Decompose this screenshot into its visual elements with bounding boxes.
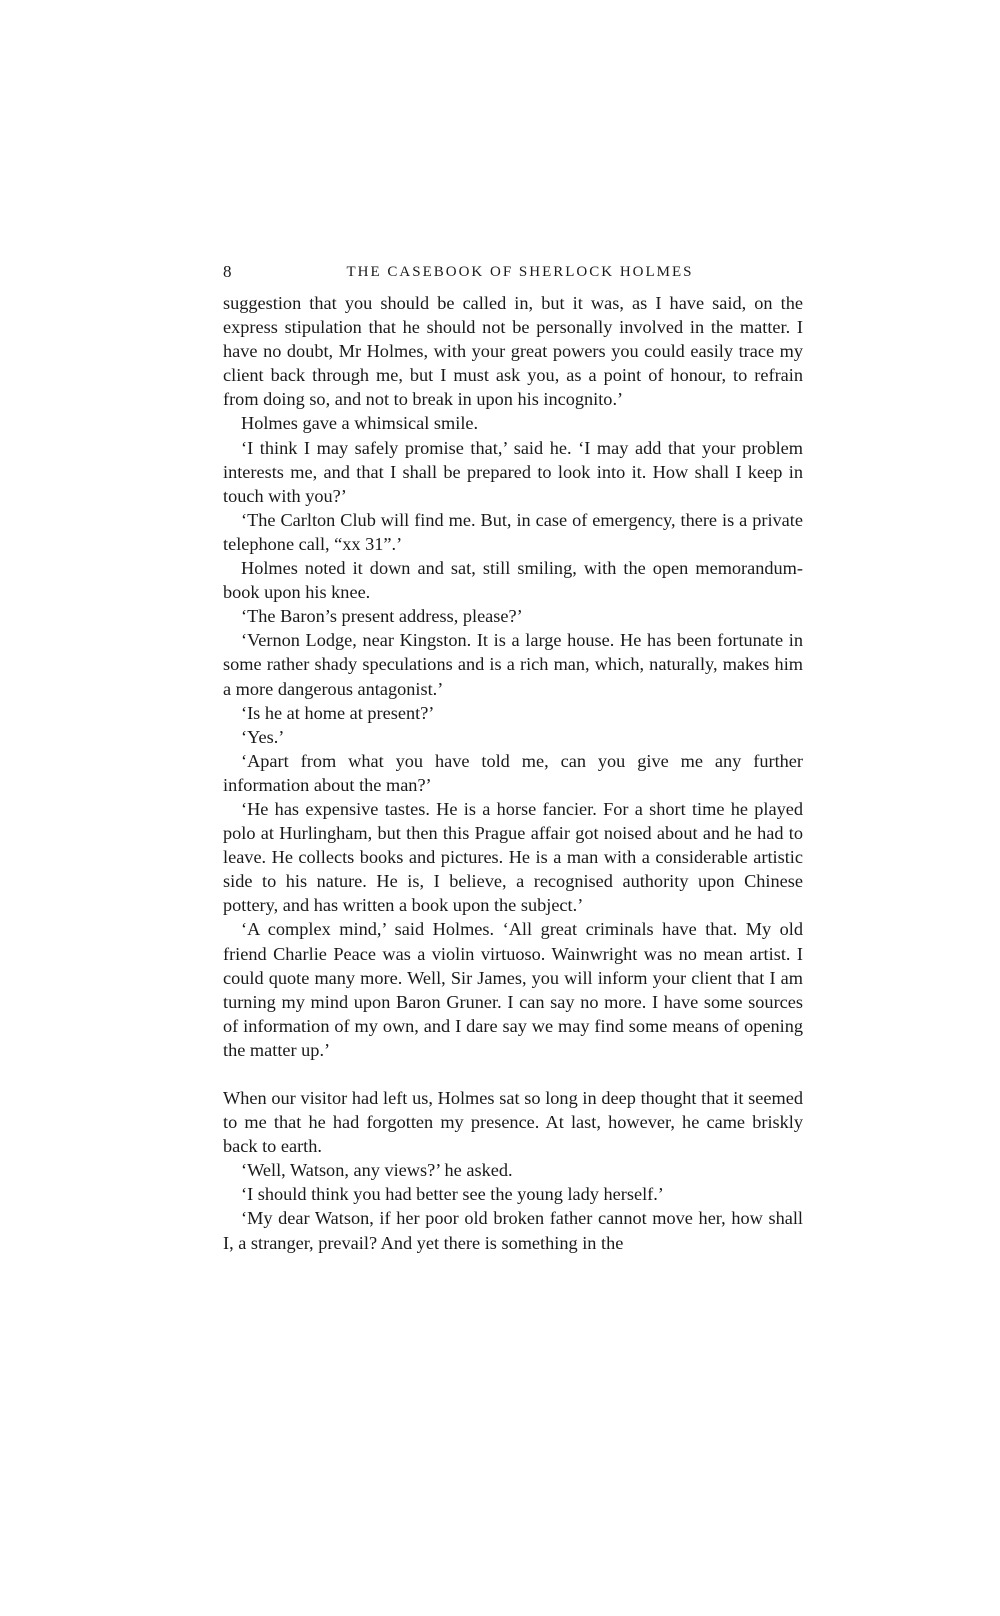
running-title: THE CASEBOOK OF SHERLOCK HOLMES (346, 264, 694, 280)
running-head (223, 262, 803, 286)
body-text (223, 291, 803, 1255)
paragraph: ‘Apart from what you have told me, can you give me any further information about the man?’ (223, 750, 803, 795)
paragraph: Holmes gave a whimsical smile. (241, 413, 479, 434)
paragraph: ‘The Carlton Club will find me. But, in case of emergency, there is a private telephone call, “xx 31”.’ (223, 509, 803, 554)
paragraph: ‘The Baron’s present address, please?’ (241, 606, 523, 627)
paragraph: ‘He has expensive tastes. He is a horse fancier. For a short time he played polo at Hurlingham, but then this Prague affair got noised about and he had to leave. He collects books and pictures. He is a man with a considerable artistic side to his nature. He is, I believe, a recognised authority upon Chinese pottery, and has written a book upon the subject.’ (223, 798, 803, 916)
paragraph: ‘A complex mind,’ said Holmes. ‘All great criminals have that. My old friend Charlie Peace was a violin virtuoso. Wainwright was no mean artist. I could quote many more. Well, Sir James, you will inform your client that I am turning my mind upon Baron Gruner. I can say no more. I have some sources of information of my own, and I dare say we may find some means of opening the matter up.’ (223, 919, 803, 1060)
paragraph: ‘Vernon Lodge, near Kingston. It is a large house. He has been fortunate in some rather shady speculations and is a rich man, which, naturally, makes him a more dangerous antagonist.’ (223, 630, 803, 699)
book-page (223, 0, 803, 1616)
paragraph: Holmes noted it down and sat, still smiling, with the open memorandum-book upon his knee. (223, 558, 803, 603)
paragraph: suggestion that you should be called in, but it was, as I have said, on the express stipulation that he should not be personally involved in the matter. I have no doubt, Mr Holmes, with your great powers you could easily trace my client back through me, but I must ask you, as a point of honour, to refrain from doing so, and not to break in upon his incognito.’ (223, 293, 803, 410)
paragraph: ‘Yes.’ (241, 726, 285, 747)
page-number: 8 (223, 262, 232, 281)
paragraph: ‘I think I may safely promise that,’ said he. ‘I may add that your problem interests me, and that I shall be prepared to look into it. How shall I keep in touch with you?’ (223, 437, 803, 506)
paragraph-section-start: When our visitor had left us, Holmes sat so long in deep thought that it seemed to me that he had forgotten my presence. At last, however, he came briskly back to earth. (223, 1088, 803, 1157)
paragraph: ‘Is he at home at present?’ (241, 702, 435, 723)
paragraph: ‘My dear Watson, if her poor old broken father cannot move her, how shall I, a stranger, prevail? And yet there is something in the (223, 1208, 803, 1253)
paragraph: ‘Well, Watson, any views?’ he asked. (241, 1160, 513, 1181)
paragraph: ‘I should think you had better see the young lady herself.’ (241, 1184, 664, 1205)
